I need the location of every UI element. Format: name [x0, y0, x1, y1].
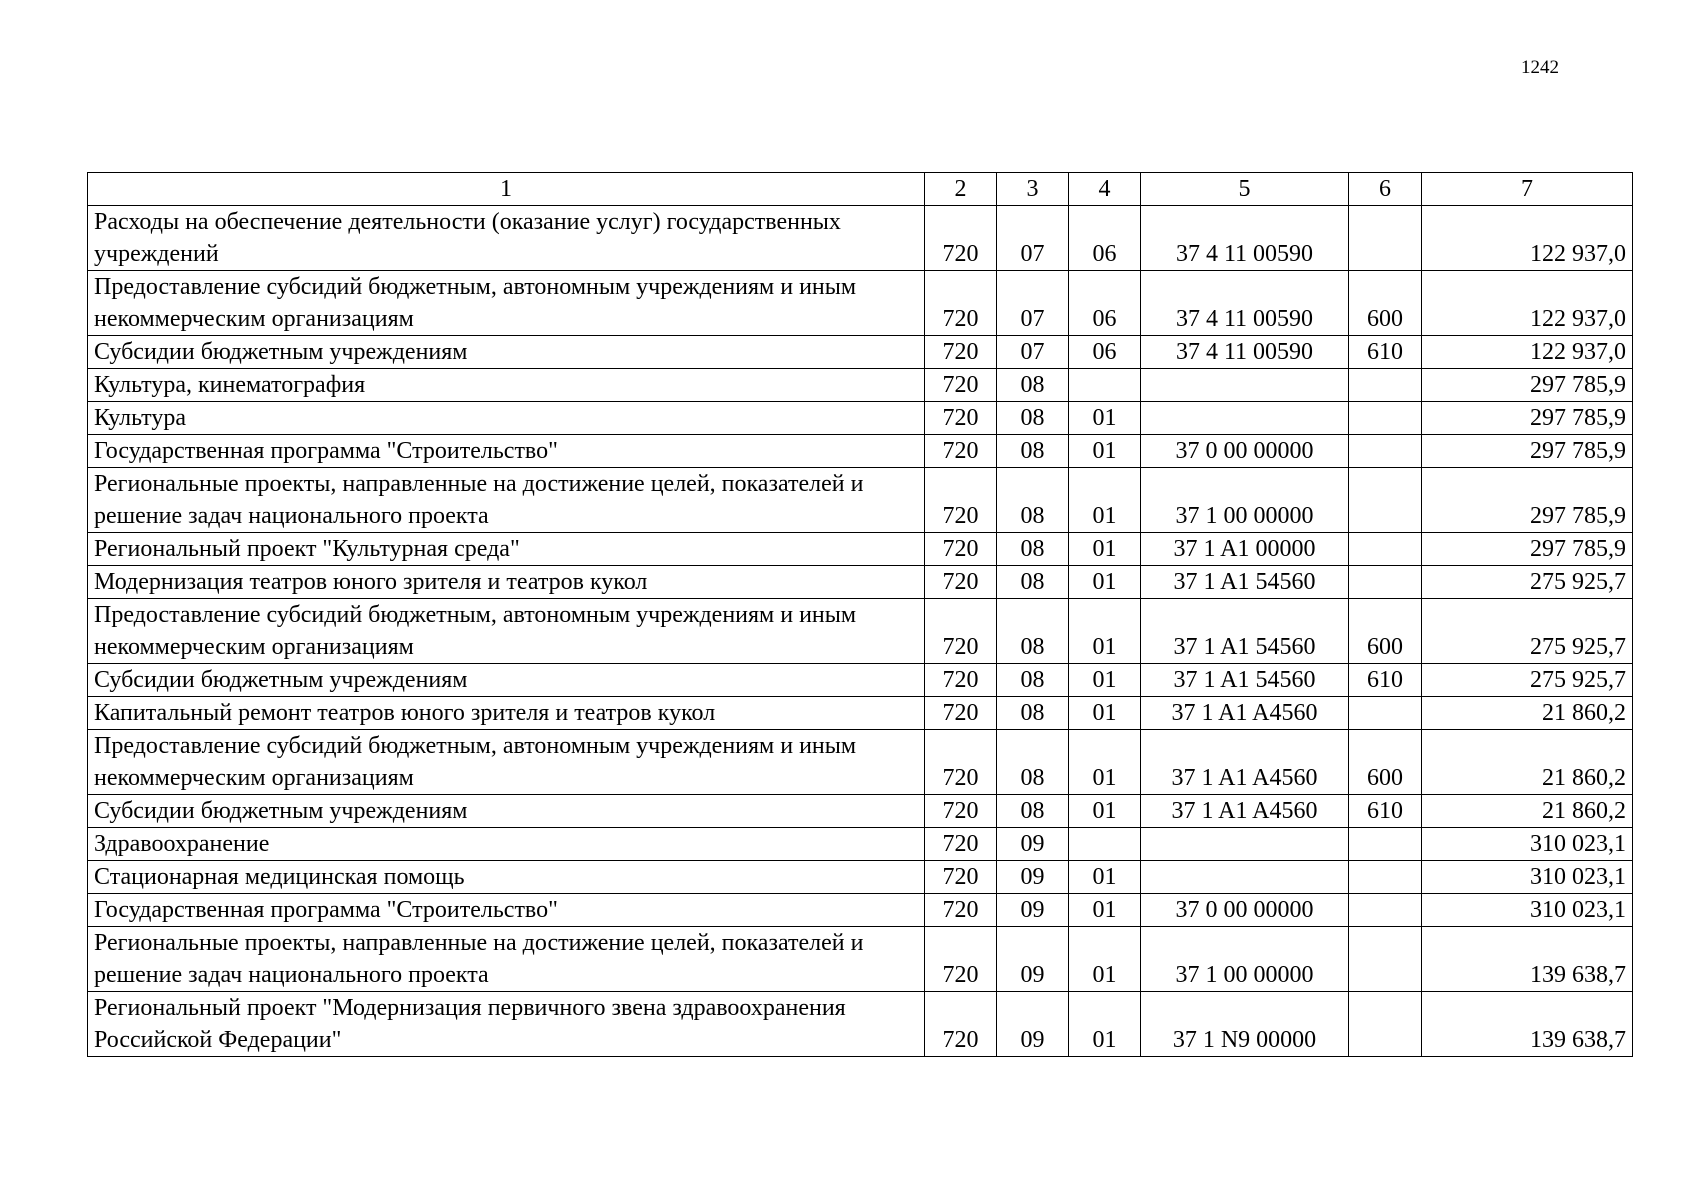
amount-cell: 139 638,7	[1422, 992, 1633, 1057]
ministry-code-cell: 720	[925, 369, 997, 402]
section-code-cell: 09	[997, 828, 1069, 861]
target-article-cell: 37 4 11 00590	[1141, 336, 1349, 369]
amount-cell: 122 937,0	[1422, 271, 1633, 336]
subsection-code-cell: 01	[1069, 435, 1141, 468]
table-header-row	[88, 173, 1633, 206]
expense-type-cell	[1349, 828, 1422, 861]
subsection-code-cell	[1069, 828, 1141, 861]
expense-name-cell: Предоставление субсидий бюджетным, автономным учреждениям и иным некоммерческим организациям	[88, 599, 925, 664]
expense-type-cell: 600	[1349, 271, 1422, 336]
expense-name-cell: Культура	[88, 402, 925, 435]
expense-name-cell: Государственная программа "Строительство"	[88, 894, 925, 927]
section-code-cell: 09	[997, 894, 1069, 927]
table-row	[88, 664, 1633, 697]
amount-cell: 297 785,9	[1422, 533, 1633, 566]
target-article-cell	[1141, 861, 1349, 894]
expense-name-cell: Региональные проекты, направленные на достижение целей, показателей и решение задач национального проекта	[88, 927, 925, 992]
expense-type-cell	[1349, 861, 1422, 894]
section-code-cell: 08	[997, 533, 1069, 566]
subsection-code-cell: 06	[1069, 336, 1141, 369]
amount-cell: 21 860,2	[1422, 795, 1633, 828]
expense-type-cell: 610	[1349, 336, 1422, 369]
column-header: 2	[925, 173, 997, 206]
section-code-cell: 08	[997, 369, 1069, 402]
amount-cell: 310 023,1	[1422, 894, 1633, 927]
amount-cell: 122 937,0	[1422, 336, 1633, 369]
subsection-code-cell: 06	[1069, 271, 1141, 336]
expense-type-cell	[1349, 894, 1422, 927]
amount-cell: 297 785,9	[1422, 402, 1633, 435]
amount-cell: 139 638,7	[1422, 927, 1633, 992]
ministry-code-cell: 720	[925, 927, 997, 992]
amount-cell: 297 785,9	[1422, 468, 1633, 533]
target-article-cell: 37 1 N9 00000	[1141, 992, 1349, 1057]
target-article-cell: 37 0 00 00000	[1141, 894, 1349, 927]
page-number: 1242	[1521, 57, 1559, 78]
expense-name-cell: Субсидии бюджетным учреждениям	[88, 664, 925, 697]
table-row	[88, 468, 1633, 533]
table-row	[88, 599, 1633, 664]
table-row	[88, 566, 1633, 599]
expense-name-cell: Стационарная медицинская помощь	[88, 861, 925, 894]
expense-type-cell	[1349, 697, 1422, 730]
target-article-cell: 37 1 A1 A4560	[1141, 730, 1349, 795]
section-code-cell: 07	[997, 271, 1069, 336]
target-article-cell	[1141, 828, 1349, 861]
expense-type-cell	[1349, 435, 1422, 468]
subsection-code-cell: 01	[1069, 861, 1141, 894]
expense-type-cell: 600	[1349, 730, 1422, 795]
expense-name-cell: Субсидии бюджетным учреждениям	[88, 336, 925, 369]
expense-name-cell: Предоставление субсидий бюджетным, автономным учреждениям и иным некоммерческим организациям	[88, 730, 925, 795]
ministry-code-cell: 720	[925, 664, 997, 697]
subsection-code-cell: 01	[1069, 664, 1141, 697]
ministry-code-cell: 720	[925, 894, 997, 927]
section-code-cell: 08	[997, 730, 1069, 795]
subsection-code-cell: 01	[1069, 468, 1141, 533]
subsection-code-cell: 01	[1069, 894, 1141, 927]
ministry-code-cell: 720	[925, 206, 997, 271]
ministry-code-cell: 720	[925, 435, 997, 468]
table-row	[88, 861, 1633, 894]
section-code-cell: 08	[997, 468, 1069, 533]
target-article-cell: 37 1 A1 00000	[1141, 533, 1349, 566]
section-code-cell: 08	[997, 697, 1069, 730]
ministry-code-cell: 720	[925, 533, 997, 566]
expense-name-cell: Культура, кинематография	[88, 369, 925, 402]
ministry-code-cell: 720	[925, 336, 997, 369]
expense-type-cell	[1349, 533, 1422, 566]
subsection-code-cell: 01	[1069, 599, 1141, 664]
expense-type-cell	[1349, 468, 1422, 533]
ministry-code-cell: 720	[925, 828, 997, 861]
subsection-code-cell: 01	[1069, 697, 1141, 730]
column-header: 7	[1422, 173, 1633, 206]
expense-type-cell	[1349, 992, 1422, 1057]
expense-name-cell: Региональный проект "Культурная среда"	[88, 533, 925, 566]
expense-type-cell: 600	[1349, 599, 1422, 664]
table-row	[88, 533, 1633, 566]
expense-name-cell: Капитальный ремонт театров юного зрителя и театров кукол	[88, 697, 925, 730]
subsection-code-cell: 01	[1069, 566, 1141, 599]
target-article-cell: 37 1 A1 A4560	[1141, 697, 1349, 730]
subsection-code-cell	[1069, 369, 1141, 402]
expense-type-cell	[1349, 402, 1422, 435]
column-header: 3	[997, 173, 1069, 206]
section-code-cell: 08	[997, 599, 1069, 664]
ministry-code-cell: 720	[925, 271, 997, 336]
subsection-code-cell: 01	[1069, 795, 1141, 828]
subsection-code-cell: 01	[1069, 992, 1141, 1057]
table-row	[88, 894, 1633, 927]
section-code-cell: 08	[997, 566, 1069, 599]
expense-name-cell: Предоставление субсидий бюджетным, автономным учреждениям и иным некоммерческим организациям	[88, 271, 925, 336]
subsection-code-cell: 01	[1069, 402, 1141, 435]
expense-type-cell: 610	[1349, 664, 1422, 697]
amount-cell: 21 860,2	[1422, 730, 1633, 795]
expense-type-cell	[1349, 369, 1422, 402]
table-row	[88, 336, 1633, 369]
ministry-code-cell: 720	[925, 992, 997, 1057]
table-row	[88, 369, 1633, 402]
ministry-code-cell: 720	[925, 402, 997, 435]
ministry-code-cell: 720	[925, 730, 997, 795]
amount-cell: 21 860,2	[1422, 697, 1633, 730]
ministry-code-cell: 720	[925, 861, 997, 894]
table-row	[88, 992, 1633, 1057]
amount-cell: 297 785,9	[1422, 369, 1633, 402]
ministry-code-cell: 720	[925, 468, 997, 533]
table-row	[88, 927, 1633, 992]
table-row	[88, 271, 1633, 336]
table-row	[88, 435, 1633, 468]
ministry-code-cell: 720	[925, 566, 997, 599]
section-code-cell: 07	[997, 206, 1069, 271]
subsection-code-cell: 01	[1069, 533, 1141, 566]
expense-name-cell: Расходы на обеспечение деятельности (оказание услуг) государственных учреждений	[88, 206, 925, 271]
table-row	[88, 828, 1633, 861]
target-article-cell: 37 4 11 00590	[1141, 271, 1349, 336]
amount-cell: 275 925,7	[1422, 566, 1633, 599]
target-article-cell: 37 0 00 00000	[1141, 435, 1349, 468]
section-code-cell: 09	[997, 992, 1069, 1057]
ministry-code-cell: 720	[925, 795, 997, 828]
target-article-cell: 37 1 A1 A4560	[1141, 795, 1349, 828]
amount-cell: 310 023,1	[1422, 828, 1633, 861]
expense-name-cell: Региональные проекты, направленные на достижение целей, показателей и решение задач национального проекта	[88, 468, 925, 533]
section-code-cell: 09	[997, 927, 1069, 992]
amount-cell: 297 785,9	[1422, 435, 1633, 468]
target-article-cell	[1141, 369, 1349, 402]
expense-name-cell: Государственная программа "Строительство"	[88, 435, 925, 468]
target-article-cell: 37 1 A1 54560	[1141, 664, 1349, 697]
section-code-cell: 08	[997, 664, 1069, 697]
expense-type-cell: 610	[1349, 795, 1422, 828]
expense-type-cell	[1349, 566, 1422, 599]
table-row	[88, 402, 1633, 435]
table-row	[88, 795, 1633, 828]
section-code-cell: 09	[997, 861, 1069, 894]
subsection-code-cell: 06	[1069, 206, 1141, 271]
target-article-cell: 37 4 11 00590	[1141, 206, 1349, 271]
amount-cell: 275 925,7	[1422, 664, 1633, 697]
budget-table	[87, 172, 1633, 1057]
table-row	[88, 206, 1633, 271]
expense-type-cell	[1349, 206, 1422, 271]
section-code-cell: 08	[997, 435, 1069, 468]
ministry-code-cell: 720	[925, 697, 997, 730]
expense-name-cell: Субсидии бюджетным учреждениям	[88, 795, 925, 828]
expense-name-cell: Региональный проект "Модернизация первичного звена здравоохранения Российской Федерации"	[88, 992, 925, 1057]
subsection-code-cell: 01	[1069, 730, 1141, 795]
subsection-code-cell: 01	[1069, 927, 1141, 992]
column-header: 5	[1141, 173, 1349, 206]
expense-type-cell	[1349, 927, 1422, 992]
ministry-code-cell: 720	[925, 599, 997, 664]
amount-cell: 275 925,7	[1422, 599, 1633, 664]
table-row	[88, 730, 1633, 795]
target-article-cell: 37 1 00 00000	[1141, 927, 1349, 992]
table-row	[88, 697, 1633, 730]
amount-cell: 122 937,0	[1422, 206, 1633, 271]
section-code-cell: 08	[997, 795, 1069, 828]
expense-name-cell: Модернизация театров юного зрителя и театров кукол	[88, 566, 925, 599]
column-header: 1	[88, 173, 925, 206]
column-header: 6	[1349, 173, 1422, 206]
section-code-cell: 07	[997, 336, 1069, 369]
target-article-cell: 37 1 00 00000	[1141, 468, 1349, 533]
target-article-cell	[1141, 402, 1349, 435]
amount-cell: 310 023,1	[1422, 861, 1633, 894]
section-code-cell: 08	[997, 402, 1069, 435]
target-article-cell: 37 1 A1 54560	[1141, 599, 1349, 664]
expense-name-cell: Здравоохранение	[88, 828, 925, 861]
column-header: 4	[1069, 173, 1141, 206]
target-article-cell: 37 1 A1 54560	[1141, 566, 1349, 599]
